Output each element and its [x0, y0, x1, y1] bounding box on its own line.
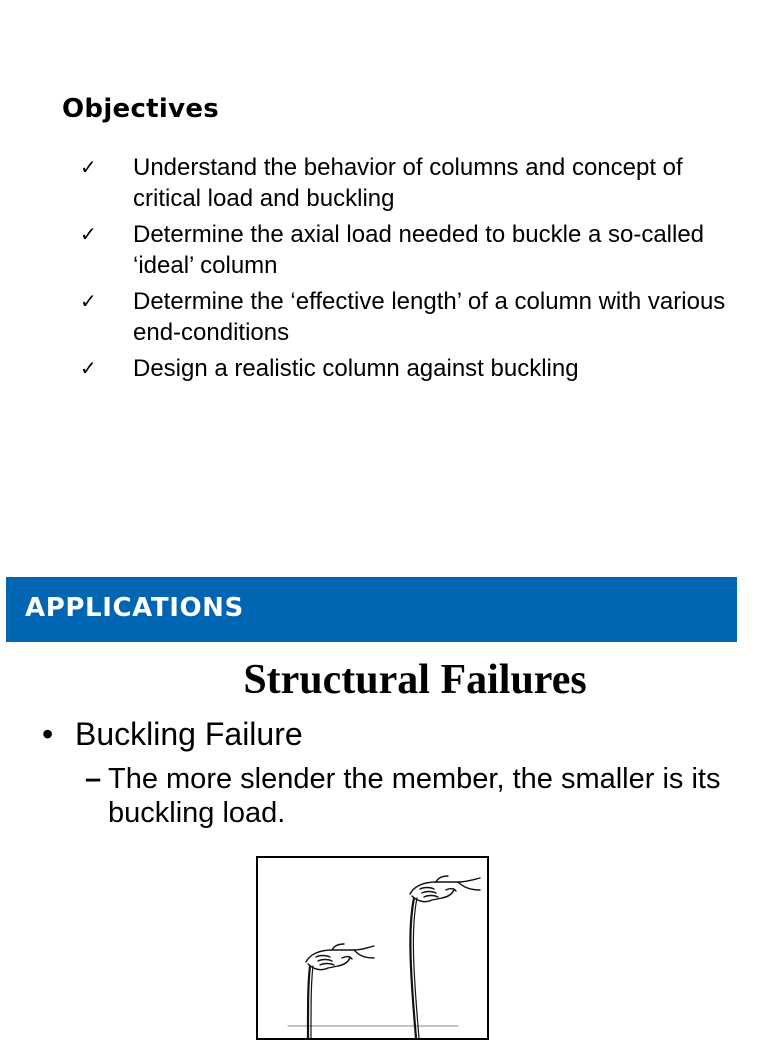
applications-header-label: APPLICATIONS: [25, 593, 244, 623]
dash-icon: –: [85, 763, 102, 795]
objective-text: Determine the axial load needed to buckle a so-called ‘ideal’ column: [133, 221, 705, 279]
objective-text: Design a realistic column against buckling: [133, 355, 579, 382]
objective-item: [0, 353, 768, 384]
applications-header-bar: [6, 577, 737, 642]
objectives-list: [0, 152, 768, 389]
checkmark-icon: ✓: [80, 222, 97, 246]
bullet-item: [42, 714, 303, 754]
objective-item: [0, 286, 768, 348]
objectives-title: Objectives: [62, 94, 220, 124]
objective-item: [0, 152, 768, 214]
buckling-figure: [256, 856, 489, 1040]
objective-item: [0, 219, 768, 281]
bullet-icon: •: [42, 716, 54, 752]
sub-bullet-text: The more slender the member, the smaller is its buckling load.: [108, 763, 721, 829]
checkmark-icon: ✓: [80, 155, 97, 179]
slide-title: Structural Failures: [243, 657, 587, 703]
sub-bullet-item: [85, 762, 748, 830]
bullet-text: Buckling Failure: [75, 716, 303, 752]
objective-text: Determine the ‘effective length’ of a column with various end-conditions: [133, 288, 726, 346]
hand-pressing-column-illustration: [258, 858, 487, 1038]
checkmark-icon: ✓: [80, 289, 97, 313]
objective-text: Understand the behavior of columns and concept of critical load and buckling: [133, 154, 683, 212]
checkmark-icon: ✓: [80, 356, 97, 380]
